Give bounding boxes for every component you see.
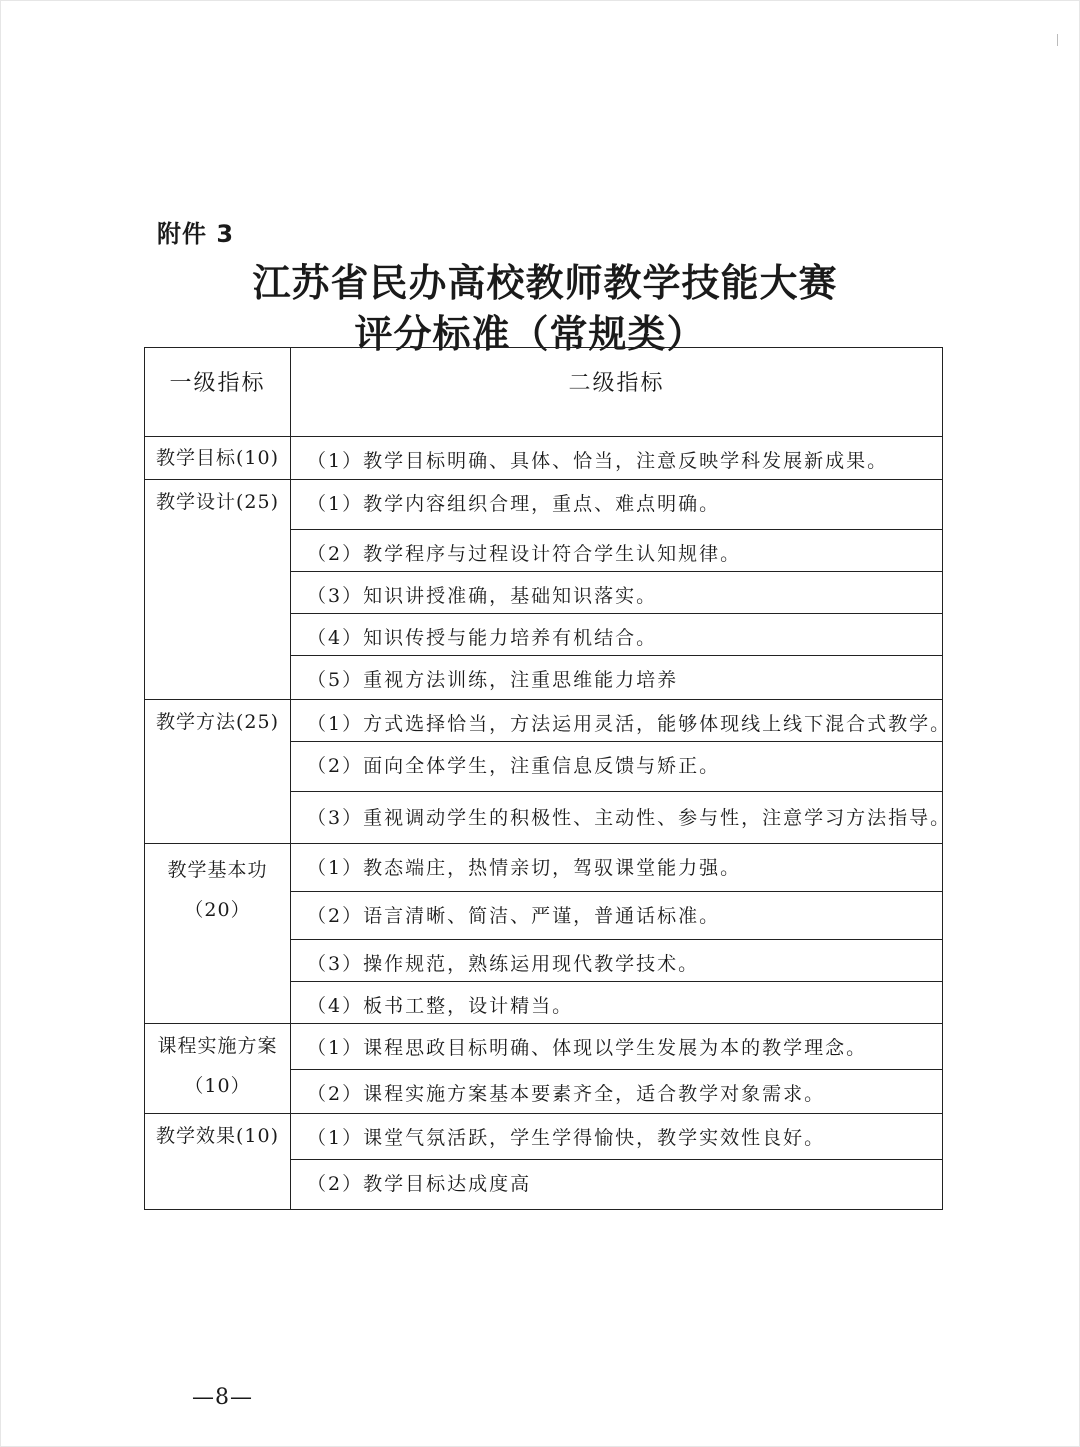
level2-item: （3）知识讲授准确，基础知识落实。 xyxy=(291,572,943,614)
level2-item: （3）操作规范，熟练运用现代教学技术。 xyxy=(291,940,943,982)
page-number: —8— xyxy=(192,1385,253,1410)
corner-mark xyxy=(1051,34,1058,46)
level1-teaching-design: 教学设计(25) xyxy=(145,480,291,700)
level2-item: （1）教学目标明确、具体、恰当，注意反映学科发展新成果。 xyxy=(291,437,943,480)
level2-item: （4）板书工整，设计精当。 xyxy=(291,982,943,1024)
table-row xyxy=(145,437,943,480)
attachment-label: 附件 3 xyxy=(157,220,235,248)
table-row xyxy=(145,480,943,530)
level1-teaching-objectives: 教学目标(10) xyxy=(145,437,291,480)
level2-item: （2）教学程序与过程设计符合学生认知规律。 xyxy=(291,530,943,572)
level2-item: （1）方式选择恰当，方法运用灵活，能够体现线上线下混合式教学。 xyxy=(291,700,943,742)
level2-item: （1）教态端庄，热情亲切，驾驭课堂能力强。 xyxy=(291,844,943,892)
level2-item: （3）重视调动学生的积极性、主动性、参与性，注意学习方法指导。 xyxy=(291,792,943,844)
document-title: 江苏省民办高校教师教学技能大赛 xyxy=(252,260,838,305)
level1-teaching-fundamentals xyxy=(145,844,291,1024)
header-level2: 二级指标 xyxy=(291,348,943,437)
level2-item: （2）课程实施方案基本要素齐全，适合教学对象需求。 xyxy=(291,1070,943,1114)
level1-teaching-methods: 教学方法(25) xyxy=(145,700,291,844)
level1-label: 课程实施方案 xyxy=(157,1035,278,1057)
level2-item: （2）教学目标达成度高 xyxy=(291,1160,943,1210)
level2-item: （4）知识传授与能力培养有机结合。 xyxy=(291,614,943,656)
level2-item: （1）课堂气氛活跃，学生学得愉快，教学实效性良好。 xyxy=(291,1114,943,1160)
level1-label: 教学基本功 xyxy=(167,859,268,881)
level1-score: （20） xyxy=(184,899,251,921)
table-row xyxy=(145,1024,943,1070)
level2-item: （2）语言清晰、简洁、严谨，普通话标准。 xyxy=(291,892,943,940)
table-row xyxy=(145,700,943,742)
scoring-table xyxy=(144,347,952,1210)
level2-item: （1）教学内容组织合理，重点、难点明确。 xyxy=(291,480,943,530)
level2-item: （2）面向全体学生，注重信息反馈与矫正。 xyxy=(291,742,943,792)
table-row xyxy=(145,844,943,892)
header-level1: 一级指标 xyxy=(145,348,291,437)
level1-teaching-effect: 教学效果(10) xyxy=(145,1114,291,1210)
level1-score: （10） xyxy=(184,1075,251,1097)
table-row xyxy=(145,1114,943,1160)
document-subtitle: 评分标准（常规类） xyxy=(354,311,706,356)
level2-item: （1）课程思政目标明确、体现以学生发展为本的教学理念。 xyxy=(291,1024,943,1070)
level1-course-implementation xyxy=(145,1024,291,1114)
level2-item: （5）重视方法训练，注重思维能力培养 xyxy=(291,656,943,700)
table-header-row xyxy=(145,348,943,437)
